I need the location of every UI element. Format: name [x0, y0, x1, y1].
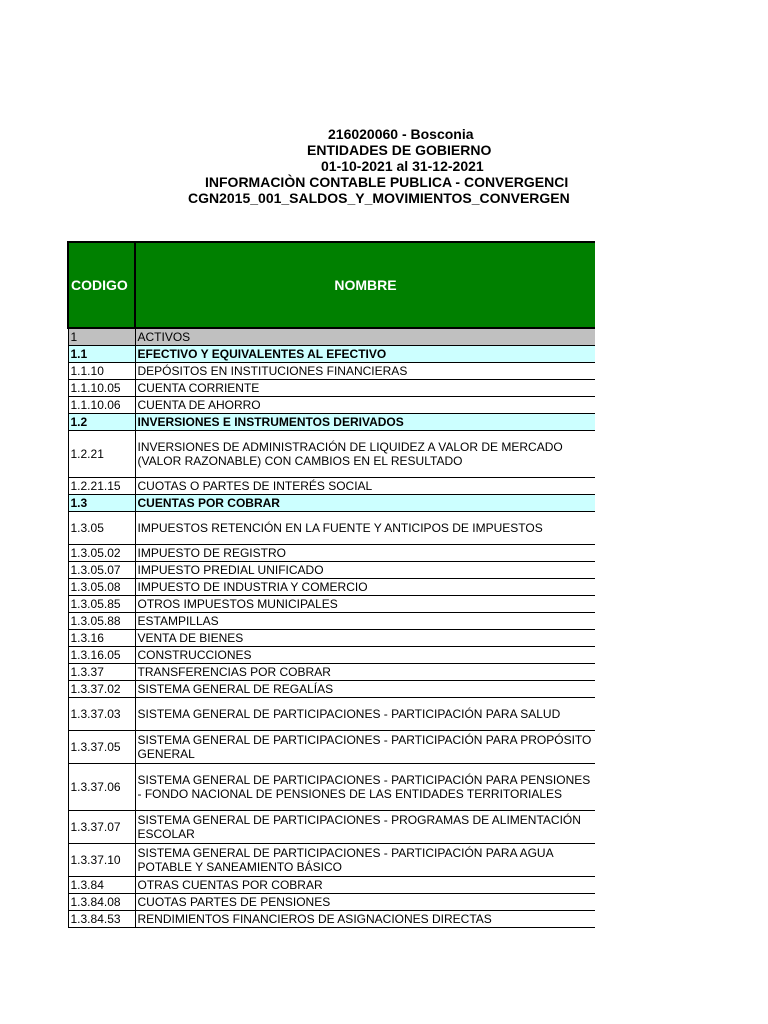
cell-codigo: 1.1 [68, 346, 135, 363]
table-row [68, 698, 595, 731]
table-row [68, 596, 595, 613]
table-row [68, 414, 595, 431]
cell-codigo: 1.3.37.10 [68, 844, 135, 877]
cell-codigo: 1.1.10.05 [68, 380, 135, 397]
table-row [68, 397, 595, 414]
table-row [68, 346, 595, 363]
cell-nombre: IMPUESTO DE INDUSTRIA Y COMERCIO [135, 579, 595, 596]
cell-nombre: CUENTA CORRIENTE [135, 380, 595, 397]
cell-codigo: 1.3.37.05 [68, 731, 135, 764]
cell-nombre: IMPUESTOS RETENCIÓN EN LA FUENTE Y ANTICIPOS DE IMPUESTOS [135, 512, 595, 545]
table-row [68, 478, 595, 495]
cell-nombre: INVERSIONES E INSTRUMENTOS DERIVADOS [135, 414, 595, 431]
cell-codigo: 1.3.37.03 [68, 698, 135, 731]
cell-codigo: 1.3.05.85 [68, 596, 135, 613]
cell-codigo: 1.3.05 [68, 512, 135, 545]
report-category: INFORMACIÒN CONTABLE PUBLICA - CONVERGENCI [205, 174, 569, 190]
cell-codigo: 1.3.37.07 [68, 811, 135, 844]
cell-nombre: SISTEMA GENERAL DE REGALÍAS [135, 681, 595, 698]
cell-codigo: 1.2.21 [68, 431, 135, 478]
column-header-nombre: NOMBRE [135, 242, 595, 328]
cell-nombre: EFECTIVO Y EQUIVALENTES AL EFECTIVO [135, 346, 595, 363]
entity-title: 216020060 - Bosconia [328, 126, 474, 142]
cell-codigo: 1.1.10 [68, 363, 135, 380]
table-row [68, 894, 595, 911]
table-row [68, 811, 595, 844]
cell-nombre: SISTEMA GENERAL DE PARTICIPACIONES - PROGRAMAS DE ALIMENTACIÓN ESCOLAR [135, 811, 595, 844]
cell-nombre: ESTAMPILLAS [135, 613, 595, 630]
table-row [68, 877, 595, 894]
cell-nombre: INVERSIONES DE ADMINISTRACIÓN DE LIQUIDEZ A VALOR DE MERCADO (VALOR RAZONABLE) CON CAMBIOS EN EL RESULTADO [135, 431, 595, 478]
cell-nombre: OTROS IMPUESTOS MUNICIPALES [135, 596, 595, 613]
cell-nombre: SISTEMA GENERAL DE PARTICIPACIONES - PARTICIPACIÓN PARA AGUA POTABLE Y SANEAMIENTO BÁSICO [135, 844, 595, 877]
table-row [68, 764, 595, 811]
table-row [68, 630, 595, 647]
cell-nombre: CUENTA DE AHORRO [135, 397, 595, 414]
cell-codigo: 1.3.84.53 [68, 911, 135, 928]
cell-codigo: 1.3.05.08 [68, 579, 135, 596]
table-row [68, 731, 595, 764]
cell-codigo: 1.3 [68, 495, 135, 512]
cell-codigo: 1.3.37.06 [68, 764, 135, 811]
cell-nombre: SISTEMA GENERAL DE PARTICIPACIONES - PARTICIPACIÓN PARA PENSIONES - FONDO NACIONAL DE PENSIONES DE LAS ENTIDADES TERRITORIALES [135, 764, 595, 811]
table-row [68, 647, 595, 664]
table-row [68, 911, 595, 928]
report-code: CGN2015_001_SALDOS_Y_MOVIMIENTOS_CONVERGEN [188, 190, 570, 206]
cell-codigo: 1.3.05.07 [68, 562, 135, 579]
cell-nombre: IMPUESTO DE REGISTRO [135, 545, 595, 562]
cell-codigo: 1.3.37.02 [68, 681, 135, 698]
table-row [68, 664, 595, 681]
cell-nombre: VENTA DE BIENES [135, 630, 595, 647]
cell-nombre: RENDIMIENTOS FINANCIEROS DE ASIGNACIONES DIRECTAS [135, 911, 595, 928]
cell-codigo: 1.3.05.02 [68, 545, 135, 562]
table-row [68, 681, 595, 698]
cell-nombre: CONSTRUCCIONES [135, 647, 595, 664]
cell-nombre: SISTEMA GENERAL DE PARTICIPACIONES - PARTICIPACIÓN PARA SALUD [135, 698, 595, 731]
cell-codigo: 1 [68, 328, 135, 346]
table-row [68, 328, 595, 346]
table-header-row [68, 242, 595, 328]
table-row [68, 545, 595, 562]
cell-nombre: CUOTAS O PARTES DE INTERÉS SOCIAL [135, 478, 595, 495]
table-row [68, 844, 595, 877]
report-header [0, 126, 768, 210]
cell-codigo: 1.1.10.06 [68, 397, 135, 414]
cell-nombre: CUENTAS POR COBRAR [135, 495, 595, 512]
table-row [68, 613, 595, 630]
column-header-codigo: CODIGO [68, 242, 135, 328]
accounts-table-wrapper [67, 241, 595, 928]
table-row [68, 495, 595, 512]
table-row [68, 431, 595, 478]
cell-nombre: OTRAS CUENTAS POR COBRAR [135, 877, 595, 894]
cell-codigo: 1.2.21.15 [68, 478, 135, 495]
cell-nombre: DEPÓSITOS EN INSTITUCIONES FINANCIERAS [135, 363, 595, 380]
report-period: 01-10-2021 al 31-12-2021 [321, 158, 484, 174]
table-row [68, 363, 595, 380]
table-row [68, 562, 595, 579]
cell-codigo: 1.3.16 [68, 630, 135, 647]
cell-codigo: 1.3.16.05 [68, 647, 135, 664]
cell-codigo: 1.3.37 [68, 664, 135, 681]
cell-codigo: 1.3.05.88 [68, 613, 135, 630]
table-row [68, 579, 595, 596]
cell-codigo: 1.3.84.08 [68, 894, 135, 911]
cell-nombre: IMPUESTO PREDIAL UNIFICADO [135, 562, 595, 579]
cell-nombre: SISTEMA GENERAL DE PARTICIPACIONES - PARTICIPACIÓN PARA PROPÓSITO GENERAL [135, 731, 595, 764]
cell-nombre: CUOTAS PARTES DE PENSIONES [135, 894, 595, 911]
cell-nombre: ACTIVOS [135, 328, 595, 346]
table-row [68, 380, 595, 397]
accounts-table [67, 241, 595, 928]
table-body [68, 328, 595, 928]
cell-codigo: 1.3.84 [68, 877, 135, 894]
table-row [68, 512, 595, 545]
entity-type: ENTIDADES DE GOBIERNO [307, 142, 492, 158]
cell-codigo: 1.2 [68, 414, 135, 431]
cell-nombre: TRANSFERENCIAS POR COBRAR [135, 664, 595, 681]
